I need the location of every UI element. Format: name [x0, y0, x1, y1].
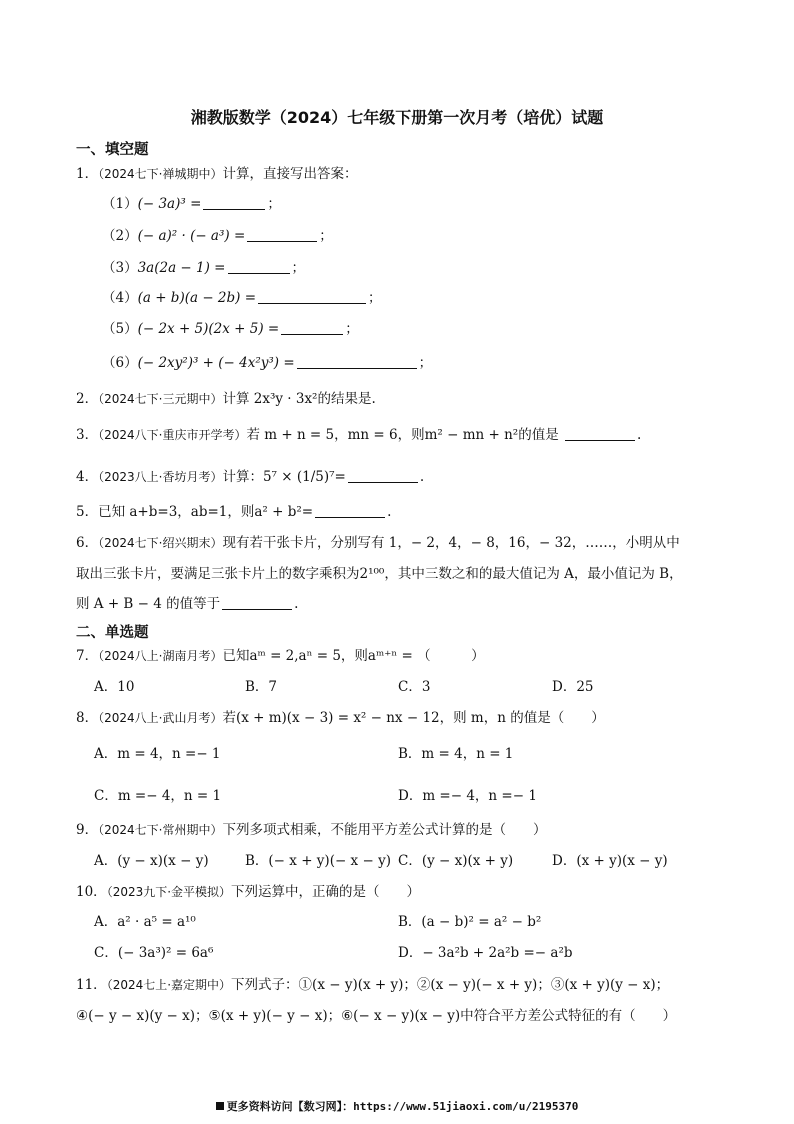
question-2: 2．（2024七下·三元期中）计算 2x³y · 3x²的结果是.: [76, 391, 376, 407]
q9-option-d: D．(x + y)(x − y): [552, 853, 668, 869]
answer-blank: [203, 195, 265, 210]
q1-sub-5: （5）(− 2x + 5)(2x + 5) = ；: [102, 321, 359, 337]
question-7: 7．（2024八上·湖南月考）已知aᵐ = 2,aⁿ = 5，则aᵐ⁺ⁿ = （ ）: [76, 648, 485, 664]
q7-option-d: D．25: [552, 679, 594, 695]
answer-blank: [222, 595, 292, 610]
section-fill-heading: 一、填空题: [76, 142, 149, 158]
q8-option-d: D．m =− 4，n =− 1: [398, 788, 537, 804]
question-9: 9．（2024七下·常州期中）下列多项式相乘，不能用平方差公式计算的是（ ）: [76, 822, 547, 838]
q9-option-a: A．(y − x)(x − y): [94, 853, 209, 869]
q7-option-a: A．10: [94, 679, 135, 695]
q1-sub-3: （3）3a(2a − 1) = ；: [102, 260, 305, 276]
q10-option-c: C．(− 3a³)² = 6a⁶: [94, 945, 214, 961]
q1-sub-1: （1）(− 3a)³ = ；: [102, 196, 281, 212]
question-10: 10．（2023九下·金平模拟）下列运算中，正确的是（ ）: [76, 884, 421, 900]
answer-blank: [258, 289, 366, 304]
q1-sub-4: （4）(a + b)(a − 2b) = ；: [102, 290, 382, 306]
q1-sub-6: （6）(− 2xy²)³ + (− 4x²y³) = ；: [102, 355, 433, 371]
answer-blank: [565, 426, 635, 441]
question-1: 1．（2024七下·禅城期中）计算，直接写出答案：: [76, 166, 358, 182]
q7-option-b: B．7: [245, 679, 278, 695]
q10-option-b: B．(a − b)² = a² − b²: [398, 914, 542, 930]
question-3: 3．（2024八下·重庆市开学考）若 m + n = 5，mn = 6，则m² − mn + n²的值是 .: [76, 427, 642, 443]
answer-blank: [281, 320, 343, 335]
question-5: 5．已知 a+b=3，ab=1，则a² + b²= .: [76, 504, 392, 520]
footer: [0, 1098, 794, 1114]
answer-blank: [315, 503, 385, 518]
q9-option-b: B．(− x + y)(− x − y): [245, 853, 391, 869]
question-source: （2024七下·禅城期中）: [98, 167, 223, 181]
page-title: 湘教版数学（2024）七年级下册第一次月考（培优）试题: [190, 108, 604, 127]
answer-blank: [348, 468, 418, 483]
question-8: 8．（2024八上·武山月考）若(x + m)(x − 3) = x² − nx − 12，则 m，n 的值是（ ）: [76, 710, 605, 726]
q9-option-c: C．(y − x)(x + y): [398, 853, 514, 869]
question-6-line-2: 取出三张卡片，要满足三张卡片上的数字乘积为2¹⁰⁰，其中三数之和的最大值记为 A，最小值记为 B，: [76, 566, 683, 582]
section-single-heading: 二、单选题: [76, 625, 149, 641]
q7-option-c: C．3: [398, 679, 431, 695]
q8-option-c: C．m =− 4，n = 1: [94, 788, 222, 804]
footer-link[interactable]: 更多资料访问【数习网】：https://www.51jiaoxi.com/u/2195370: [226, 1100, 579, 1113]
q8-option-a: A．m = 4，n =− 1: [94, 746, 221, 762]
answer-blank: [228, 259, 290, 274]
answer-blank: [247, 227, 317, 242]
question-11-line-2: ④(− y − x)(y − x)；⑤(x + y)(− y − x)；⑥(− x − y)(x − y)中符合平方差公式特征的有（ ）: [76, 1008, 677, 1024]
flag-icon: [216, 1102, 224, 1110]
question-4: 4．（2023八上·香坊月考）计算：5⁷ × (1/5)⁷= .: [76, 469, 425, 485]
question-6-line-1: 6．（2024七下·绍兴期末）现有若干张卡片，分别写有 1，− 2，4，− 8，16，− 32，……，小明从中: [76, 535, 680, 551]
answer-blank: [297, 354, 417, 369]
question-11-line-1: 11．（2024七上·嘉定期中）下列式子：①(x − y)(x + y)；②(x − y)(− x + y)；③(x + y)(y − x)；: [76, 977, 670, 993]
q1-sub-2: （2）(− a)² · (− a³) = ；: [102, 228, 333, 244]
question-6-line-3: 则 A + B − 4 的值等于 .: [76, 596, 299, 612]
q8-option-b: B．m = 4，n = 1: [398, 746, 514, 762]
q10-option-d: D．− 3a²b + 2a²b =− a²b: [398, 945, 573, 961]
q10-option-a: A．a² · a⁵ = a¹⁰: [94, 914, 196, 930]
